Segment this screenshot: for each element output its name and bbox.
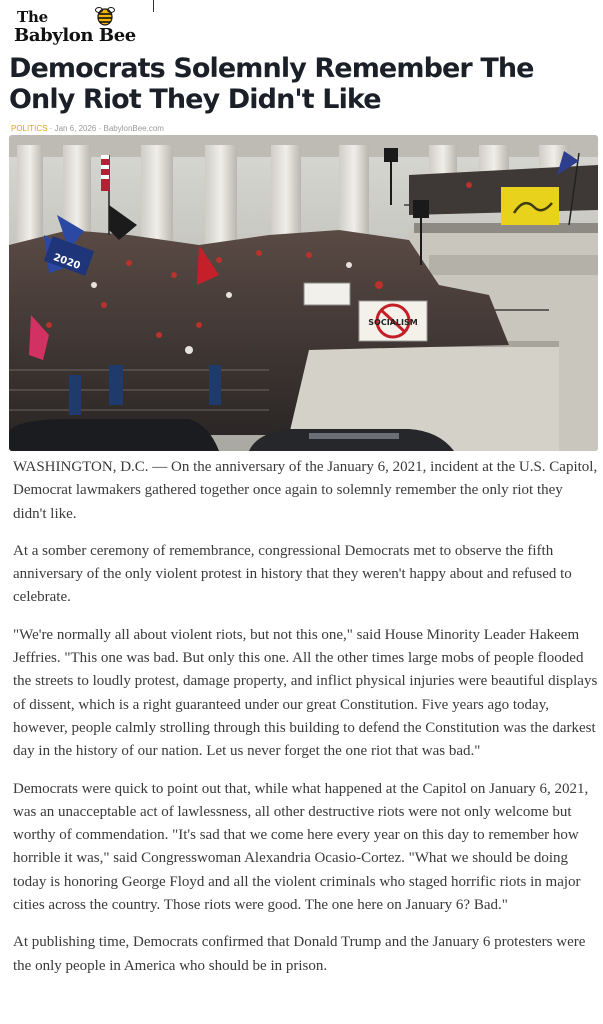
paragraph: At publishing time, Democrats confirmed that Donald Trump and the January 6 protesters were the only people in America who should be in prison. <box>13 934 586 974</box>
article-meta <box>11 124 164 133</box>
sign-text: SOCIALISM <box>368 318 418 327</box>
publish-date: Jan 6, 2026 <box>54 124 97 133</box>
banner-text: 2020 <box>51 252 82 273</box>
logo-text-the: The <box>17 8 49 26</box>
category-link[interactable]: POLITICS <box>11 124 48 133</box>
paragraph: Democrats were quick to point out that, while what happened at the Capitol on January 6, 2021, was an unacceptable act of lawlessness, all other destructive riots were not only welcome but worthy of commendation. "It's sad that we come here every year on this day to remember how horrible it was," said Congresswoman Alexandria Ocasio-Cortez. "What we should be doing today is honoring George Floyd and all the violent criminals who staged horrific riots in major cities across the country. Those riots were good. The one here on January 6? Bad." <box>13 780 589 914</box>
paragraph: "We're normally all about violent riots, but not this one," said House Minority Leader Hakeem Jeffries. "This one was bad. But only this one. All the other times large mobs of people flooded the streets to loudly protest, damage property, and inflict physical injuries were beautiful displays of dissent, which is a right guaranteed under our great Constitution. Five years ago today, however, people calmly strolling through this building to defend the Constitution was the darkest day in the history of our nation. Let us never forget the one riot that was bad." <box>13 626 598 760</box>
source-name: BabylonBee.com <box>103 124 164 133</box>
hero-photo <box>9 135 598 451</box>
site-logo[interactable] <box>14 6 164 46</box>
article-headline: Democrats Solemnly Remember The Only Riot They Didn't Like <box>9 53 534 115</box>
logo-text-name: Babylon Bee <box>14 25 136 46</box>
bee-icon <box>94 6 116 26</box>
article-body <box>13 456 598 992</box>
meta-separator: · <box>47 124 55 133</box>
meta-separator: · <box>96 124 104 133</box>
paragraph: At a somber ceremony of remembrance, congressional Democrats met to observe the fifth anniversary of the only violent protest in history that they weren't happy about and refused to celebrate. <box>13 542 572 606</box>
paragraph: WASHINGTON, D.C. — On the anniversary of the January 6, 2021, incident at the U.S. Capitol, Democrat lawmakers gathered together once again to solemnly remember the only riot they didn't like. <box>13 459 598 522</box>
